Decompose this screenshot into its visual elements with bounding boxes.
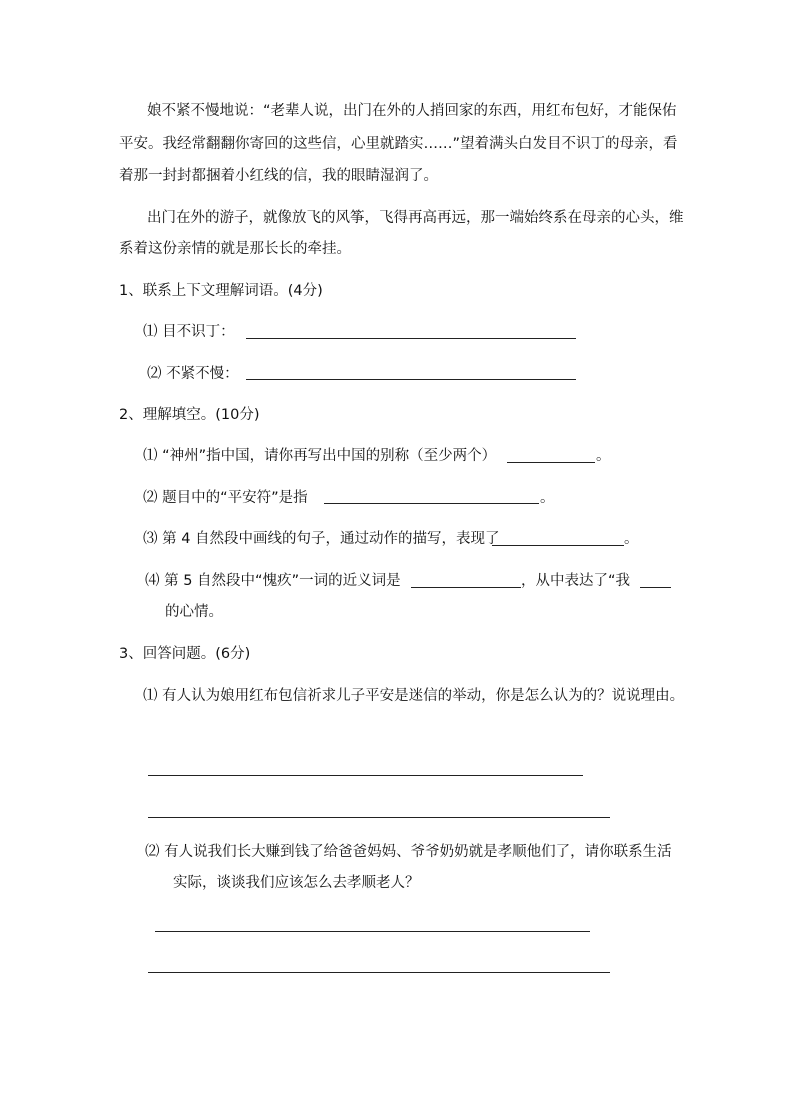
q1-item-b-answer-line[interactable] xyxy=(246,379,576,380)
q3-item-a-text: ⑴ 有人认为娘用红布包信祈求儿子平安是迷信的举动，你是怎么认为的？说说理由。 xyxy=(143,688,685,704)
q2-heading: 2、理解填空。(10分) xyxy=(119,407,260,423)
passage-p1-line3: 着那一封封都捆着小红线的信，我的眼睛湿润了。 xyxy=(119,168,438,184)
q1-item-b-label: ⑵ 不紧不慢： xyxy=(147,366,239,382)
q1-item-a-answer-line[interactable] xyxy=(246,338,576,339)
q2-item-d-mid: ，从中表达了“我 xyxy=(521,573,631,589)
q3-item-b-answer-line-1[interactable] xyxy=(155,931,590,932)
q2-item-d-answer-line-2[interactable] xyxy=(640,587,671,588)
q3-heading: 3、回答问题。(6分) xyxy=(119,646,251,662)
q3-item-b-line2: 实际，谈谈我们应该怎么去孝顺老人？ xyxy=(173,875,420,891)
q2-item-b-end: 。 xyxy=(540,490,555,506)
q3-item-a-answer-line-1[interactable] xyxy=(148,775,583,776)
q2-item-b-text: ⑵ 题目中的“平安符”是指 xyxy=(143,490,308,506)
q2-item-c-text: ⑶ 第 4 自然段中画线的句子，通过动作的描写，表现了 xyxy=(143,531,500,547)
q3-item-a-answer-line-2[interactable] xyxy=(148,817,610,818)
passage-p1-line1: 娘不紧不慢地说：“老辈人说，出门在外的人捎回家的东西，用红布包好，才能保佑 xyxy=(147,103,677,119)
passage-p2-line2: 系着这份亲情的就是那长长的牵挂。 xyxy=(119,241,351,257)
q2-item-d-line2: 的心情。 xyxy=(165,604,223,620)
q3-item-b-answer-line-2[interactable] xyxy=(148,972,610,973)
q2-item-c-end: 。 xyxy=(624,531,639,547)
q1-heading: 1、联系上下文理解词语。(4分) xyxy=(119,283,323,299)
q2-item-a-end: 。 xyxy=(596,448,611,464)
q2-item-b-answer-line[interactable] xyxy=(324,503,539,504)
passage-p2-line1: 出门在外的游子，就像放飞的风筝，飞得再高再远，那一端始终系在母亲的心头，维 xyxy=(147,210,684,226)
q3-item-b-line1: ⑵ 有人说我们长大赚到钱了给爸爸妈妈、爷爷奶奶就是孝顺他们了，请你联系生活 xyxy=(145,844,672,860)
passage-p1-line2: 平安。我经常翻翻你寄回的这些信，心里就踏实……”望着满头白发目不识丁的母亲，看 xyxy=(119,136,678,152)
q2-item-d-text: ⑷ 第 5 自然段中“愧疚”一词的近义词是 xyxy=(145,573,401,589)
q2-item-a-text: ⑴ “神州”指中国，请你再写出中国的别称（至少两个） xyxy=(143,448,497,464)
q1-item-a-label: ⑴ 目不识丁： xyxy=(143,324,235,340)
q2-item-c-answer-line[interactable] xyxy=(492,545,624,546)
q2-item-d-answer-line-1[interactable] xyxy=(411,587,521,588)
q2-item-a-answer-line[interactable] xyxy=(507,462,595,463)
